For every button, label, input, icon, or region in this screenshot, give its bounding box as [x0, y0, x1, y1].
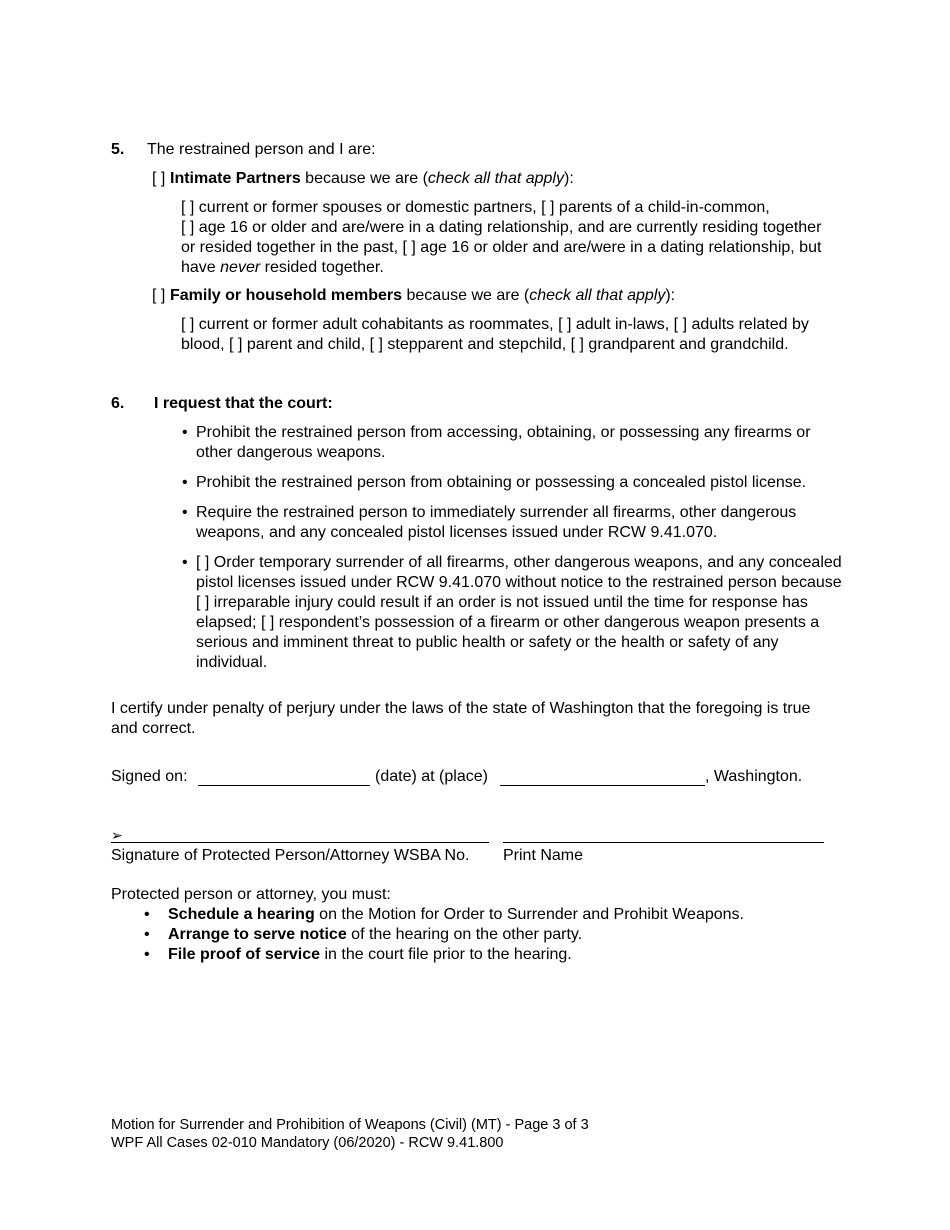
intimate-partners-options — [181, 198, 831, 278]
bullet-icon: • — [182, 504, 188, 521]
dating-residing-checkbox[interactable]: [ ] — [181, 219, 195, 236]
print-name-label: Print Name — [503, 847, 584, 864]
intimate-check-all-text: check all that apply — [427, 170, 564, 187]
instruction-bold: Arrange to serve notice — [168, 926, 347, 943]
spouses-option-text: current or former spouses or domestic partners, — [194, 199, 542, 216]
instructions-list — [144, 905, 844, 965]
dating-never-option-end: resided together. — [260, 259, 384, 276]
date-place-label: (date) at (place) — [375, 768, 488, 785]
cohabitants-option-text: current or former adult cohabitants as roommates, — [194, 316, 559, 333]
intimate-close-text: ): — [563, 170, 574, 187]
intimate-partners-line — [152, 169, 852, 189]
section-6-heading: I request that the court: — [154, 395, 333, 412]
blood-relatives-checkbox[interactable]: [ ] — [673, 316, 688, 333]
never-emphasis: never — [220, 259, 261, 276]
bullet-icon: • — [182, 474, 188, 491]
signed-on-label: Signed on: — [111, 768, 188, 785]
signed-place-field[interactable] — [500, 785, 705, 786]
intimate-because-text: because we are ( — [300, 170, 428, 187]
instructions-intro: Protected person or attorney, you must: — [111, 886, 391, 903]
spouses-checkbox[interactable]: [ ] — [181, 199, 195, 216]
family-members-heading: Family or household members — [170, 287, 403, 304]
instruction-item-proof — [144, 945, 844, 965]
intimate-partners-heading: Intimate Partners — [170, 170, 301, 187]
temporary-surrender-checkbox[interactable]: [ ] — [196, 554, 210, 571]
instruction-text: on the Motion for Order to Surrender and Prohibit Weapons. — [314, 906, 744, 923]
request-item-temporary-surrender — [182, 553, 842, 673]
bullet-icon: • — [182, 554, 188, 571]
print-name-field[interactable] — [503, 842, 824, 843]
section-6-number: 6. — [111, 395, 125, 412]
family-members-options — [181, 315, 836, 355]
request-item-require-surrender — [182, 503, 842, 543]
signature-arrow-icon: ➢ — [111, 827, 123, 843]
family-members-checkbox[interactable]: [ ] — [152, 287, 166, 304]
irreparable-injury-checkbox[interactable]: [ ] — [196, 594, 210, 611]
request-item-prohibit-access — [182, 423, 842, 463]
family-members-line — [152, 286, 852, 306]
request-item-prohibit-license — [182, 473, 842, 493]
family-because-text: because we are ( — [402, 287, 530, 304]
washington-label: , Washington. — [705, 768, 803, 785]
signature-field[interactable] — [111, 842, 489, 843]
footer-line-2: WPF All Cases 02-010 Mandatory (06/2020) - RCW 9.41.800 — [111, 1135, 504, 1151]
court-requests-list — [182, 423, 842, 683]
parent-child-option-text: parent and child, — [242, 336, 370, 353]
certification-statement: I certify under penalty of perjury under the laws of the state of Washington that the foregoing is true and correct. — [111, 700, 811, 737]
grandparent-option-text: grandparent and grandchild. — [583, 336, 789, 353]
family-close-text: ): — [665, 287, 676, 304]
section-5-number: 5. — [111, 141, 125, 158]
in-laws-option-text: adult in-laws, — [571, 316, 674, 333]
intimate-partners-checkbox[interactable]: [ ] — [152, 170, 166, 187]
imminent-threat-text: respondent’s possession of a firearm or other dangerous weapon presents a serious and imminent threat to public health or safety or the health or safety of any individual. — [196, 614, 820, 671]
grandparent-checkbox[interactable]: [ ] — [570, 336, 584, 353]
bullet-icon: • — [144, 906, 150, 923]
request-text: Prohibit the restrained person from accessing, obtaining, or possessing any firearms or other dangerous weapons. — [196, 424, 811, 461]
imminent-threat-checkbox[interactable]: [ ] — [260, 614, 275, 631]
in-laws-checkbox[interactable]: [ ] — [558, 316, 572, 333]
irreparable-injury-text: irreparable injury could result if an order is not issued until the time for response has elapsed; — [196, 594, 808, 631]
cohabitants-checkbox[interactable]: [ ] — [181, 316, 195, 333]
dating-never-option-text: age 16 or older and are/were in a dating relationship, but have — [181, 239, 822, 276]
dating-residing-option-text: age 16 or older and are/were in a dating relationship, and are currently residing together or resided together in the past, — [181, 219, 822, 256]
section-5-intro: The restrained person and I are: — [147, 141, 376, 158]
bullet-icon: • — [144, 946, 150, 963]
family-check-all-text: check all that apply — [529, 287, 666, 304]
bullet-icon: • — [144, 926, 150, 943]
signed-date-field[interactable] — [198, 785, 370, 786]
instruction-item-serve — [144, 925, 844, 945]
instruction-text: of the hearing on the other party. — [346, 926, 583, 943]
instruction-text: in the court file prior to the hearing. — [320, 946, 572, 963]
stepparent-option-text: stepparent and stepchild, — [382, 336, 571, 353]
dating-never-checkbox[interactable]: [ ] — [402, 239, 416, 256]
instruction-bold: Schedule a hearing — [168, 906, 315, 923]
temporary-surrender-text: Order temporary surrender of all firearms, other dangerous weapons, and any concealed pistol licenses issued under RCW 9.41.070 without notice to the restrained person because — [196, 554, 842, 591]
instruction-bold: File proof of service — [168, 946, 321, 963]
child-in-common-option-text: parents of a child-in-common, — [554, 199, 770, 216]
stepparent-checkbox[interactable]: [ ] — [369, 336, 383, 353]
child-in-common-checkbox[interactable]: [ ] — [541, 199, 555, 216]
footer-line-1: Motion for Surrender and Prohibition of Weapons (Civil) (MT) - Page 3 of 3 — [111, 1117, 589, 1133]
instruction-item-schedule — [144, 905, 844, 925]
bullet-icon: • — [182, 424, 188, 441]
request-text: Require the restrained person to immediately surrender all firearms, other dangerous weapons, and any concealed pistol licenses issued under RCW 9.41.070. — [196, 504, 797, 541]
parent-child-checkbox[interactable]: [ ] — [229, 336, 243, 353]
request-text: Prohibit the restrained person from obtaining or possessing a concealed pistol license. — [196, 474, 807, 491]
blood-relatives-option-text: adults related by blood, — [181, 316, 809, 353]
signature-label: Signature of Protected Person/Attorney WSBA No. — [111, 847, 470, 864]
